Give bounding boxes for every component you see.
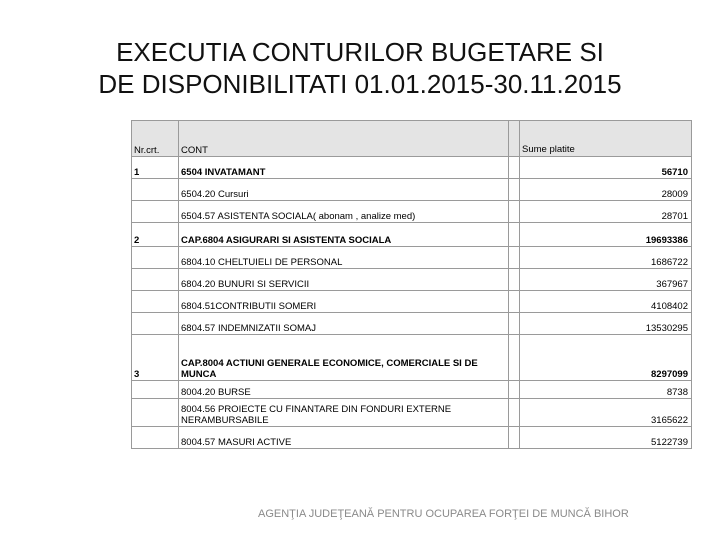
table-row	[132, 399, 692, 427]
cell-sum: 8738	[520, 381, 692, 399]
cell-cont: 6804.10 CHELTUIELI DE PERSONAL	[179, 247, 509, 269]
cell-spacer	[509, 335, 520, 381]
cell-sum: 3165622	[520, 399, 692, 427]
table-row	[132, 269, 692, 291]
cell-spacer	[509, 247, 520, 269]
cell-spacer	[509, 313, 520, 335]
cell-nr	[132, 313, 179, 335]
cell-cont: 6804.57 INDEMNIZATII SOMAJ	[179, 313, 509, 335]
cell-cont: 6804.51CONTRIBUTII SOMERI	[179, 291, 509, 313]
cell-nr	[132, 381, 179, 399]
cell-spacer	[509, 179, 520, 201]
cell-sum: 8297099	[520, 335, 692, 381]
cell-nr	[132, 201, 179, 223]
table-row	[132, 291, 692, 313]
cell-cont: 6804.20 BUNURI SI SERVICII	[179, 269, 509, 291]
cell-spacer	[509, 399, 520, 427]
header-spacer	[509, 121, 520, 157]
title-line-1: EXECUTIA CONTURILOR BUGETARE SI	[116, 37, 604, 67]
cell-cont: 6504.20 Cursuri	[179, 179, 509, 201]
footer-agency: AGENŢIA JUDEŢEANĂ PENTRU OCUPAREA FORŢEI DE MUNCĂ BIHOR	[258, 508, 629, 520]
cell-sum: 5122739	[520, 427, 692, 449]
cell-nr: 3	[132, 335, 179, 381]
cell-nr	[132, 269, 179, 291]
cell-spacer	[509, 381, 520, 399]
table-row	[132, 427, 692, 449]
cell-spacer	[509, 291, 520, 313]
cell-spacer	[509, 427, 520, 449]
table-row	[132, 313, 692, 335]
cell-spacer	[509, 269, 520, 291]
table-header-row	[132, 121, 692, 157]
cell-cont: 8004.20 BURSE	[179, 381, 509, 399]
cell-spacer	[509, 223, 520, 247]
cell-sum: 28009	[520, 179, 692, 201]
cell-spacer	[509, 201, 520, 223]
cell-nr	[132, 247, 179, 269]
header-nr: Nr.crt.	[132, 121, 179, 157]
table-row	[132, 335, 692, 381]
cell-sum: 56710	[520, 157, 692, 179]
table-row	[132, 201, 692, 223]
budget-table	[131, 120, 692, 449]
cell-nr	[132, 399, 179, 427]
cell-cont: CAP.6804 ASIGURARI SI ASISTENTA SOCIALA	[179, 223, 509, 247]
cell-nr	[132, 291, 179, 313]
table-row	[132, 179, 692, 201]
cell-nr	[132, 179, 179, 201]
header-sum: Sume platite	[520, 121, 692, 157]
table-row	[132, 247, 692, 269]
cell-sum: 1686722	[520, 247, 692, 269]
cell-cont: 6504 INVATAMANT	[179, 157, 509, 179]
cell-spacer	[509, 157, 520, 179]
cell-nr: 2	[132, 223, 179, 247]
page-title	[0, 36, 720, 100]
title-line-2: DE DISPONIBILITATI 01.01.2015-30.11.2015	[98, 69, 622, 99]
cell-nr	[132, 427, 179, 449]
cell-cont: 8004.57 MASURI ACTIVE	[179, 427, 509, 449]
table-row	[132, 223, 692, 247]
cell-cont: 6504.57 ASISTENTA SOCIALA( abonam , analize med)	[179, 201, 509, 223]
cell-cont: 8004.56 PROIECTE CU FINANTARE DIN FONDURI EXTERNE NERAMBURSABILE	[179, 399, 509, 427]
cell-nr: 1	[132, 157, 179, 179]
cell-sum: 28701	[520, 201, 692, 223]
cell-sum: 19693386	[520, 223, 692, 247]
cell-sum: 367967	[520, 269, 692, 291]
header-cont: CONT	[179, 121, 509, 157]
cell-sum: 4108402	[520, 291, 692, 313]
table-row	[132, 157, 692, 179]
cell-sum: 13530295	[520, 313, 692, 335]
table-row	[132, 381, 692, 399]
cell-cont: CAP.8004 ACTIUNI GENERALE ECONOMICE, COMERCIALE SI DE MUNCA	[179, 335, 509, 381]
